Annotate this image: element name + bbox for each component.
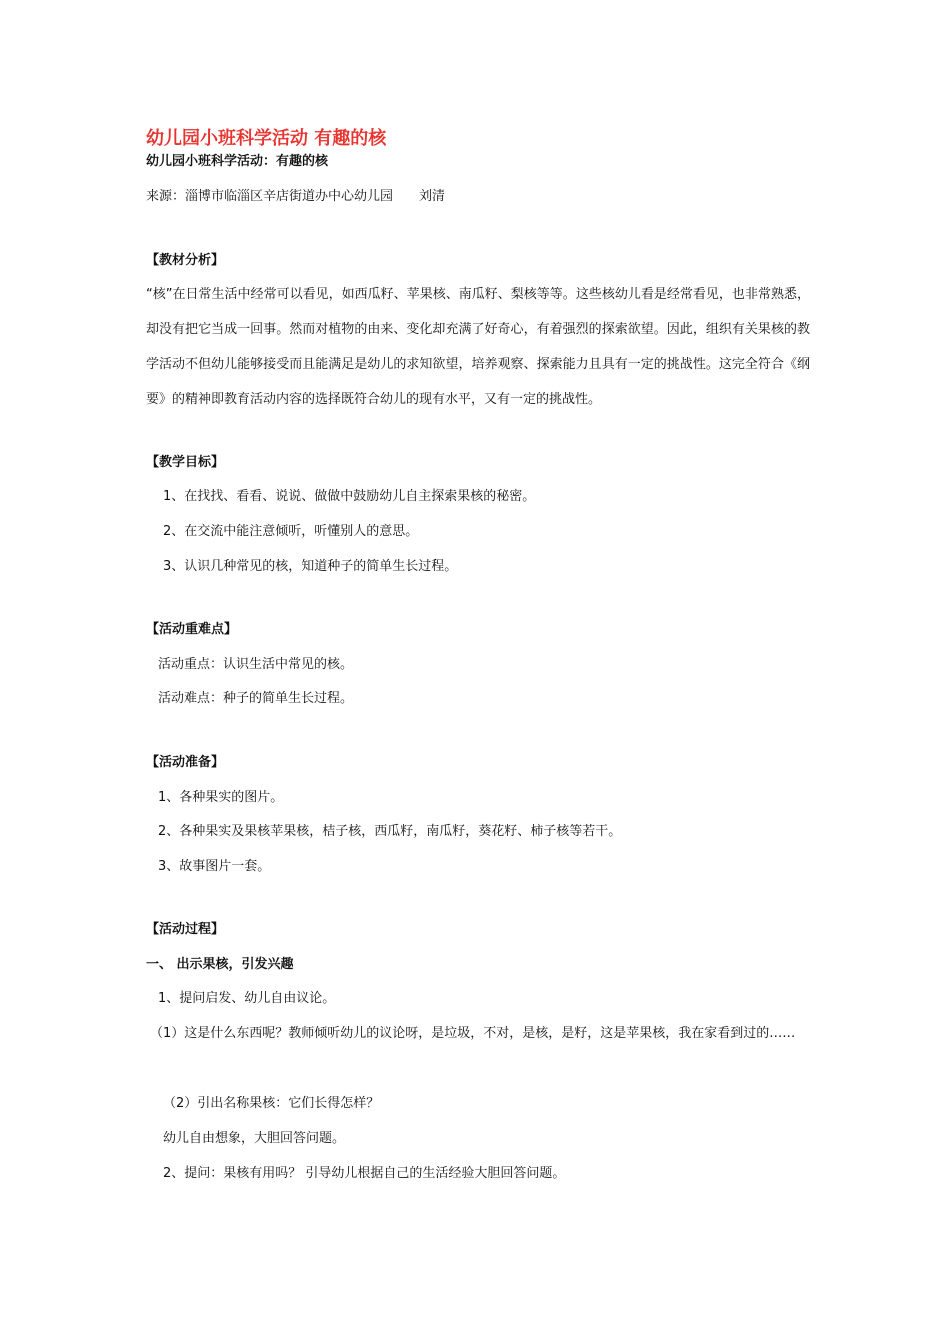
prep-item-2: 2、各种果实及果核苹果核，桔子核，西瓜籽，南瓜籽，葵花籽、柿子核等若干。 bbox=[158, 824, 622, 839]
heading-analysis: 【教材分析】 bbox=[146, 253, 225, 268]
process-item-2: 2、提问：果核有用吗？ 引导幼儿根据自己的生活经验大胆回答问题。 bbox=[163, 1166, 566, 1181]
process-item-1c: 幼儿自由想象，大胆回答问题。 bbox=[163, 1131, 346, 1146]
goal-item-1: 1、在找找、看看、说说、做做中鼓励幼儿自主探索果核的秘密。 bbox=[163, 489, 536, 504]
heading-keypoints: 【活动重难点】 bbox=[146, 622, 238, 637]
process-item-1a: （1）这是什么东西呢？教师倾听幼儿的议论呀，是垃圾，不对，是核，是籽，这是苹果核，我在家看到过的…… bbox=[150, 1026, 796, 1041]
process-step-1: 一、 出示果核，引发兴趣 bbox=[146, 957, 294, 972]
document-title: 幼儿园小班科学活动 有趣的核 bbox=[146, 128, 387, 149]
keypoint-item-1: 活动重点：认识生活中常见的核。 bbox=[158, 657, 354, 672]
prep-item-3: 3、故事图片一套。 bbox=[158, 859, 271, 874]
prep-item-1: 1、各种果实的图片。 bbox=[158, 790, 284, 805]
heading-process: 【活动过程】 bbox=[146, 922, 225, 937]
goal-item-3: 3、认识几种常见的核，知道种子的简单生长过程。 bbox=[163, 559, 458, 574]
heading-goals: 【教学目标】 bbox=[146, 455, 225, 470]
keypoint-item-2: 活动难点：种子的简单生长过程。 bbox=[158, 691, 354, 706]
process-item-1: 1、提问启发、幼儿自由议论。 bbox=[158, 991, 336, 1006]
goal-item-2: 2、在交流中能注意倾听，听懂别人的意思。 bbox=[163, 524, 419, 539]
heading-prep: 【活动准备】 bbox=[146, 755, 225, 770]
document-subtitle: 幼儿园小班科学活动：有趣的核 bbox=[146, 154, 329, 169]
process-item-1b: （2）引出名称果核：它们长得怎样？ bbox=[163, 1096, 380, 1111]
analysis-paragraph: “核”在日常生活中经常可以看见，如西瓜籽、苹果核、南瓜籽、梨核等等。这些核幼儿看是经常看见，也非常熟悉，却没有把它当成一回事。然而对植物的由来、变化却充满了好奇心，有着强烈的探索欲望。因此，组织有关果核的教学活动不但幼儿能够接受而且能满足是幼儿的求知欲望，培养观察、探索能力且具有一定的挑战性。这完全符合《纲要》的精神即教育活动内容的选择既符合幼儿的现有水平，又有一定的挑战性。 bbox=[146, 287, 810, 407]
document-source: 来源：淄博市临淄区辛店街道办中心幼儿园 刘清 bbox=[146, 189, 446, 204]
